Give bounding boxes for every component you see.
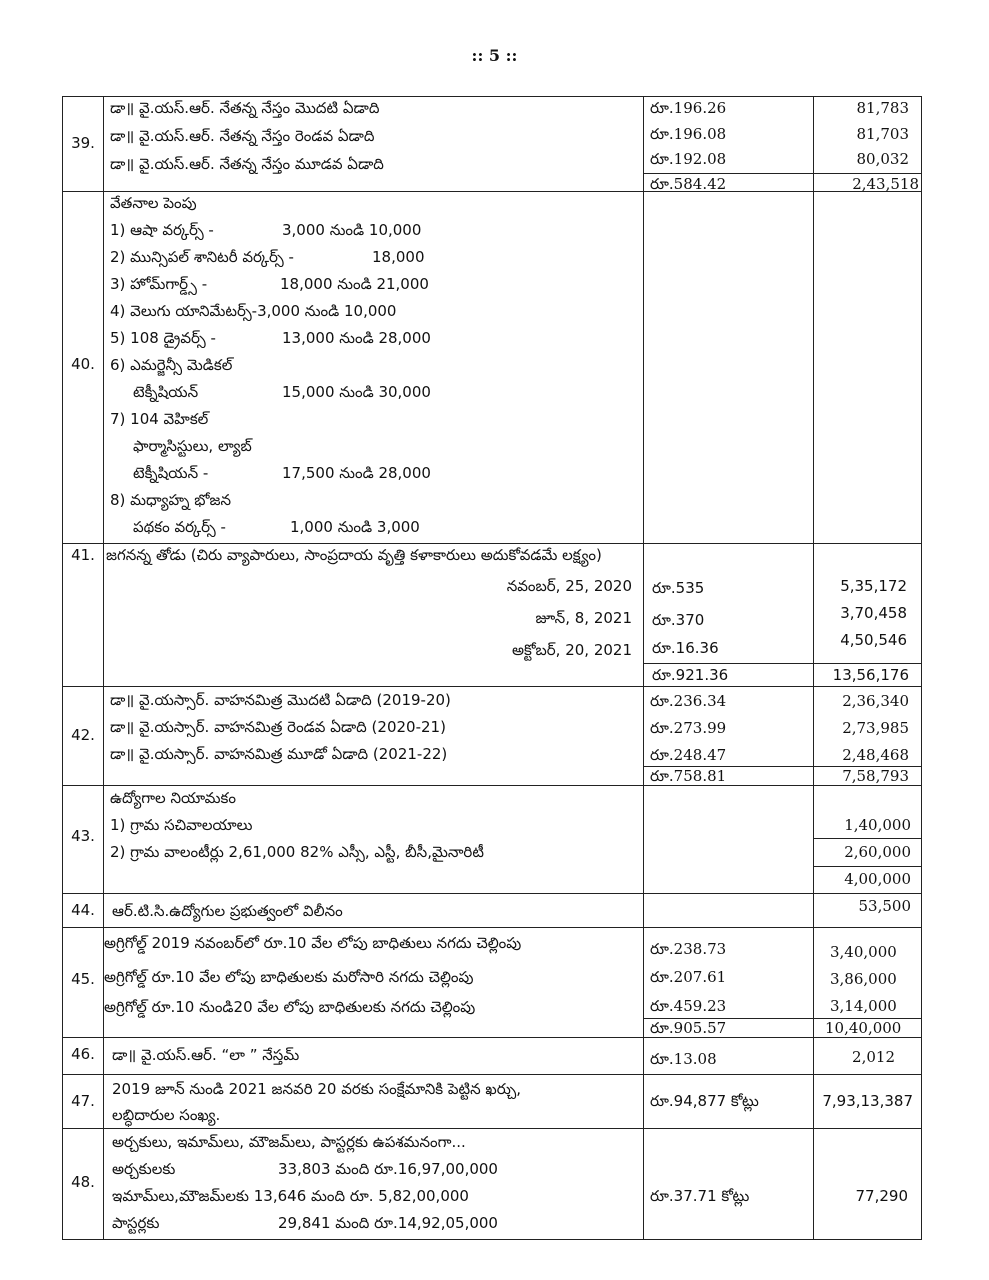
row45-amount2: రూ.207.61 [650,968,727,986]
row45-amount-total: రూ.905.57 [650,1019,727,1037]
row48-item3-detail: 29,841 మంది రూ.14,92,05,000 [278,1214,498,1232]
row42-amount2: రూ.273.99 [650,719,727,737]
row40-item8: 8) మధ్యాహ్న భోజన [110,491,231,509]
row40-item6: 6) ఎమర్జెన్సీ మెడికల్ [110,356,233,374]
row45-count1: 3,40,000 [830,943,897,961]
row42-count-total: 7,58,793 [842,767,909,785]
row45-line1: అగ్రిగోల్డ్ 2019 నవంబర్‌లో రూ.10 వేల లోపు బాధితులు నగదు చెల్లింపు [104,934,522,952]
serial-46: 46. [71,1045,95,1063]
row41-count3: 4,50,546 [840,631,907,649]
row47-line2: లబ్ధిదారుల సంఖ్య. [112,1106,221,1124]
row43-count2: 2,60,000 [844,843,911,861]
row41-amount3: రూ.16.36 [652,639,719,657]
serial-43: 43. [71,827,95,845]
row39-amount3: రూ.192.08 [650,150,727,168]
row39-amount1: రూ.196.26 [650,99,727,117]
row39-count3: 80,032 [856,150,909,168]
row40-item2-range: 18,000 [372,248,425,266]
row39-line3: డా॥ వై.యస్.ఆర్. నేతన్న నేస్తం మూడవ ఏడాది [110,155,384,173]
row42-amount3: రూ.248.47 [650,746,727,764]
row40-item8-range: 1,000 నుండి 3,000 [290,518,420,536]
col-divider-amount [643,96,644,1240]
row45-count2: 3,86,000 [830,970,897,988]
row40-item6b: టెక్నీషియన్ [133,383,199,401]
row45-count-total: 10,40,000 [825,1019,902,1037]
row40-item7c: టెక్నీషియన్ - [133,464,209,482]
row43-item1: 1) గ్రామ సచివాలయాలు [110,816,253,834]
serial-41: 41. [71,546,95,564]
row41-count2: 3,70,458 [840,604,907,622]
row40-item1-range: 3,000 నుండి 10,000 [282,221,422,239]
row48-heading: అర్చకులు, ఇమామ్‌లు, మౌజమ్‌లు, పాస్టర్లకు ఉపశమనంగా... [112,1133,466,1151]
row39-count1: 81,783 [856,99,909,117]
row42-amount-total: రూ.758.81 [650,767,727,785]
row45-amount3: రూ.459.23 [650,997,727,1015]
row46-line: డా॥ వై.యస్.ఆర్. “లా ” నేస్తమ్ [112,1046,300,1064]
row48-item1-detail: 33,803 మంది రూ.16,97,00,000 [278,1160,498,1178]
row-sep-41 [62,543,922,544]
col-divider-count [813,96,814,1240]
row40-item8b: పథకం వర్కర్స్ - [133,518,226,536]
row45-line2: అగ్రిగోల్డ్ రూ.10 వేల లోపు బాధితులకు మరోసారి నగదు చెల్లింపు [104,968,474,986]
row44-line: ఆర్.టి.సి.ఉద్యోగుల ప్రభుత్వంలో విలీనం [112,902,343,920]
row-sep-40 [62,191,922,192]
row40-item5-range: 13,000 నుండి 28,000 [282,329,431,347]
row40-item6-range: 15,000 నుండి 30,000 [282,383,431,401]
row-sep-42 [62,686,922,687]
row48-count: 77,290 [855,1187,908,1205]
row41-amount2: రూ.370 [652,611,705,629]
row48-item1: అర్చకులకు [112,1160,176,1178]
serial-44: 44. [71,901,95,919]
row46-amount: రూ.13.08 [650,1050,717,1068]
serial-39: 39. [71,134,95,152]
row39-count2: 81,703 [856,125,909,143]
row42-count3: 2,48,468 [842,746,909,764]
subline-43a [813,838,922,839]
row-sep-46 [62,1037,922,1038]
row45-amount1: రూ.238.73 [650,940,727,958]
subtotal-line-41 [643,663,922,664]
page-number: :: 5 :: [471,46,518,65]
row47-count: 7,93,13,387 [822,1092,913,1110]
row43-count1: 1,40,000 [844,816,911,834]
row41-amount-total: రూ.921.36 [652,666,729,684]
row43-item2: 2) గ్రామ వాలంటీర్లు 2,61,000 82% ఎస్సీ, ఎస్టీ, బీసీ,మైనారిటీ [110,843,484,861]
subline-43b [813,866,922,867]
row42-count2: 2,73,985 [842,719,909,737]
row39-count-total: 2,43,518 [852,175,919,193]
serial-42: 42. [71,726,95,744]
row45-line3: అగ్రిగోల్డ్ రూ.10 నుండి20 వేల లోపు బాధితులకు నగదు చెల్లింపు [104,998,476,1016]
row-sep-48 [62,1128,922,1129]
row41-date2: జూన్, 8, 2021 [535,609,632,627]
row-sep-43 [62,785,922,786]
row40-heading: వేతనాల పెంపు [110,194,197,212]
row44-count: 53,500 [858,897,911,915]
row43-count-total: 4,00,000 [844,870,911,888]
welfare-table [62,96,922,1240]
row42-line2: డా॥ వై.యస్సార్. వాహనమిత్ర రెండవ ఏడాది (2020-21) [110,718,446,736]
row41-amount1: రూ.535 [652,579,705,597]
row42-line3: డా॥ వై.యస్సార్. వాహనమిత్ర మూడో ఏడాది (2021-22) [110,745,448,763]
row-sep-47 [62,1074,922,1075]
row41-title: జగనన్న తోడు (చిరు వ్యాపారులు, సాంప్రదాయ వృత్తి కళాకారులు అదుకోవడమే లక్ష్యం) [106,546,602,564]
row42-amount1: రూ.236.34 [650,692,727,710]
row41-date3: అక్టోబర్, 20, 2021 [511,641,632,659]
serial-40: 40. [71,355,95,373]
col-divider-sn [103,96,104,1240]
serial-48: 48. [71,1173,95,1191]
row42-count1: 2,36,340 [842,692,909,710]
row48-item2: ఇమామ్‌లు,మౌజమ్‌లకు 13,646 మంది రూ. 5,82,00,000 [112,1187,469,1205]
row48-item3: పాస్టర్లకు [112,1214,160,1232]
row40-item5: 5) 108 డ్రైవర్స్ - [110,329,216,347]
row42-line1: డా॥ వై.యస్సార్. వాహనమిత్ర మొదటి ఏడాది (2019-20) [110,691,451,709]
row39-line1: డా॥ వై.యస్.ఆర్. నేతన్న నేస్తం మొదటి ఏడాది [110,99,380,117]
row41-count1: 5,35,172 [840,577,907,595]
row39-amount-total: రూ.584.42 [650,175,727,193]
serial-45: 45. [71,970,95,988]
row40-item3: 3) హోమ్‌గార్డ్స్ - [110,275,208,293]
row40-item7: 7) 104 వెహికల్ [110,410,209,428]
row40-item3-range: 18,000 నుండి 21,000 [280,275,429,293]
row39-amount2: రూ.196.08 [650,125,727,143]
serial-47: 47. [71,1092,95,1110]
row47-amount: రూ.94,877 కోట్లు [650,1092,759,1110]
row46-count: 2,012 [852,1048,895,1066]
row48-amount: రూ.37.71 కోట్లు [650,1187,750,1205]
row41-date1: నవంబర్, 25, 2020 [506,577,632,595]
row41-count-total: 13,56,176 [832,666,909,684]
row43-heading: ఉద్యోగాల నియామకం [110,789,236,807]
row40-item2: 2) మున్సిపల్ శానిటరీ వర్కర్స్ - [110,248,294,266]
row-sep-44 [62,893,922,894]
row-sep-45 [62,927,922,928]
row40-item4: 4) వెలుగు యానిమేటర్స్-3,000 నుండి 10,000 [110,302,397,320]
row40-item1: 1) ఆషా వర్కర్స్ - [110,221,214,239]
row39-line2: డా॥ వై.యస్.ఆర్. నేతన్న నేస్తం రెండవ ఏడాది [110,127,375,145]
row40-item7-range: 17,500 నుండి 28,000 [282,464,431,482]
subtotal-line-39 [643,173,922,174]
row45-count3: 3,14,000 [830,997,897,1015]
row47-line1: 2019 జూన్ నుండి 2021 జనవరి 20 వరకు సంక్షేమానికి పెట్టిన ఖర్చు, [112,1080,522,1098]
row40-item7b: ఫార్మాసిస్టులు, ల్యాబ్ [133,437,252,455]
